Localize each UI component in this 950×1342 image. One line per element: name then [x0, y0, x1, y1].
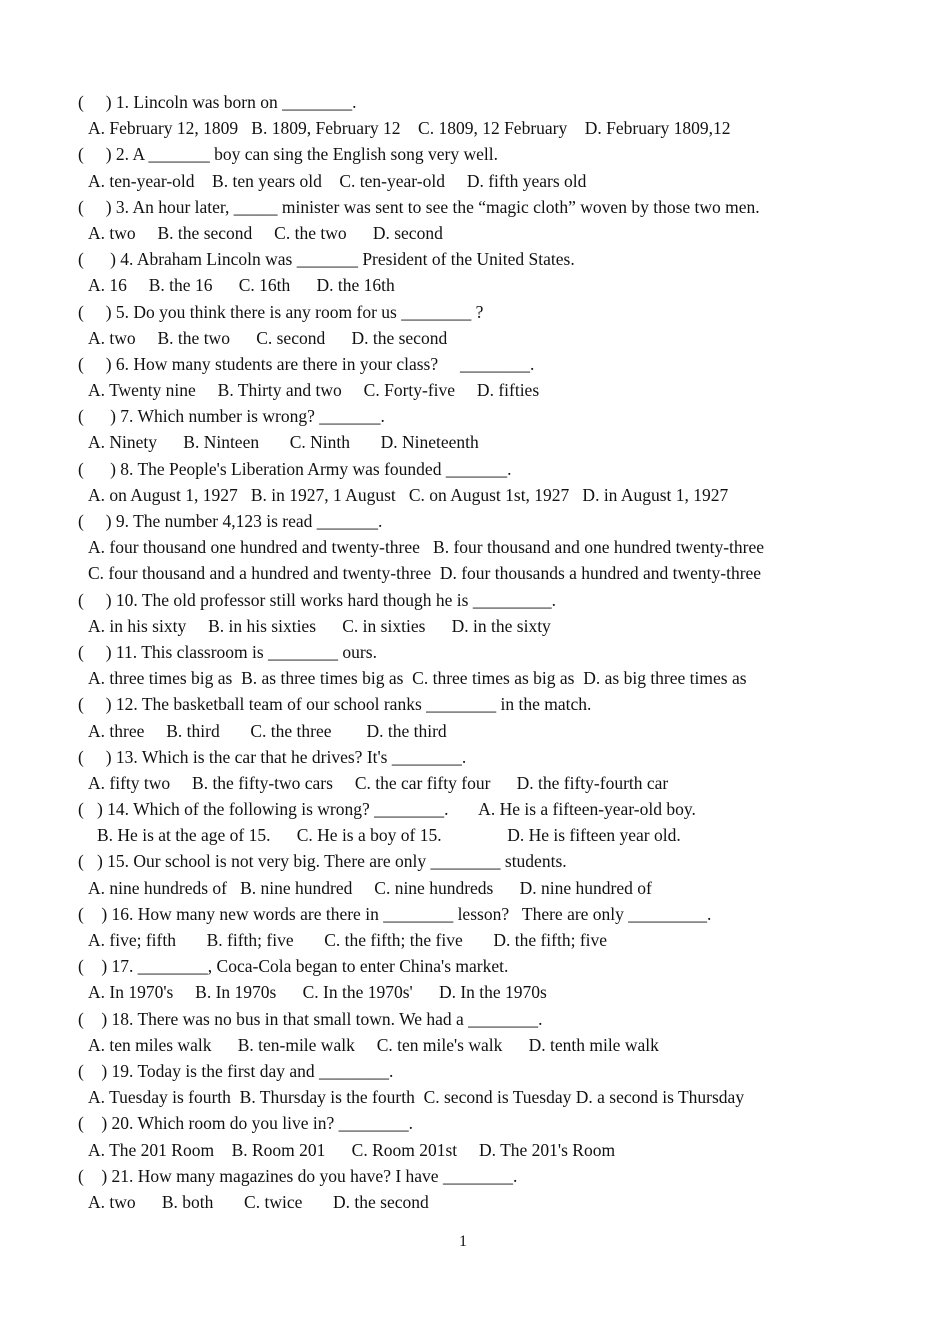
question-line: ( ) 20. Which room do you live in? ________. — [78, 1113, 414, 1134]
options-line: A. In 1970's B. In 1970s C. In the 1970s' D. In the 1970s — [88, 982, 547, 1003]
question-line: ( ) 7. Which number is wrong? _______. — [78, 406, 385, 427]
question-line: ( ) 4. Abraham Lincoln was _______ President of the United States. — [78, 249, 575, 270]
options-line: A. three times big as B. as three times big as C. three times as big as D. as big three times as — [88, 668, 747, 689]
question-line: ( ) 14. Which of the following is wrong? ________. A. He is a fifteen-year-old boy. — [78, 799, 696, 820]
options-line: A. three B. third C. the three D. the third — [88, 720, 447, 741]
question-line: ( ) 15. Our school is not very big. There are only ________ students. — [78, 851, 567, 872]
question-line: ( ) 12. The basketball team of our school ranks ________ in the match. — [78, 694, 592, 715]
question-line: ( ) 21. How many magazines do you have? I have ________. — [78, 1165, 518, 1186]
options-line: A. on August 1, 1927 B. in 1927, 1 August C. on August 1st, 1927 D. in August 1, 1927 — [88, 484, 729, 505]
options-line: A. fifty two B. the fifty-two cars C. the car fifty four D. the fifty-fourth car — [88, 772, 669, 793]
question-line: ( ) 11. This classroom is ________ ours. — [78, 641, 377, 662]
question-line: ( ) 9. The number 4,123 is read _______. — [78, 511, 383, 531]
question-line: ( ) 8. The People's Liberation Army was founded _______. — [78, 458, 512, 479]
options-line: A. two B. the two C. second D. the second — [88, 327, 448, 348]
question-line: ( ) 10. The old professor still works hard though he is _________. — [78, 589, 556, 610]
question-line: ( ) 6. How many students are there in your class? ________. — [78, 353, 535, 374]
options-line: A. two B. the second C. the two D. second — [88, 222, 443, 243]
question-line: ( ) 17. ________, Coca-Cola began to enter China's market. — [78, 956, 509, 977]
options-line: B. He is at the age of 15. C. He is a boy of 15. D. He is fifteen year old. — [97, 825, 681, 846]
question-line: ( ) 16. How many new words are there in ________ lesson? There are only _________. — [78, 903, 712, 924]
options-line: A. Twenty nine B. Thirty and two C. Forty-five D. fifties — [88, 380, 540, 401]
options-line: A. four thousand one hundred and twenty-three B. four thousand and one hundred twenty-three — [88, 537, 764, 558]
options-line: A. Tuesday is fourth B. Thursday is the fourth C. second is Tuesday D. a second is Thursday — [88, 1087, 745, 1108]
options-line: A. two B. both C. twice D. the second — [88, 1191, 429, 1212]
question-line: ( ) 2. A _______ boy can sing the English song very well. — [78, 144, 498, 165]
question-line: ( ) 13. Which is the car that he drives? It's ________. — [78, 746, 467, 767]
options-line: A. in his sixty B. in his sixties C. in sixties D. in the sixty — [88, 615, 551, 636]
options-line: A. February 12, 1809 B. 1809, February 12 C. 1809, 12 February D. February 1809,12 — [88, 118, 731, 139]
question-line: ( ) 18. There was no bus in that small town. We had a ________. — [78, 1008, 543, 1029]
options-line: C. four thousand and a hundred and twenty-three D. four thousands a hundred and twenty-three — [88, 563, 762, 584]
question-line: ( ) 5. Do you think there is any room for us ________ ? — [78, 301, 484, 322]
options-line: A. Ninety B. Ninteen C. Ninth D. Nineteenth — [88, 432, 479, 453]
options-line: A. 16 B. the 16 C. 16th D. the 16th — [88, 275, 395, 296]
options-line: A. nine hundreds of B. nine hundred C. nine hundreds D. nine hundred of — [88, 877, 652, 898]
options-line: A. The 201 Room B. Room 201 C. Room 201st D. The 201's Room — [88, 1139, 616, 1160]
worksheet-body — [78, 89, 938, 1215]
question-line: ( ) 1. Lincoln was born on ________. — [78, 92, 357, 112]
options-line: A. ten miles walk B. ten-mile walk C. ten mile's walk D. tenth mile walk — [88, 1034, 659, 1055]
options-line: A. ten-year-old B. ten years old C. ten-year-old D. fifth years old — [88, 170, 587, 191]
question-line: ( ) 3. An hour later, _____ minister was sent to see the “magic cloth” woven by those two men. — [78, 196, 760, 217]
question-line: ( ) 19. Today is the first day and ________. — [78, 1060, 394, 1081]
options-line: A. five; fifth B. fifth; five C. the fifth; the five D. the fifth; five — [88, 930, 608, 950]
page-number: 1 — [459, 1233, 467, 1250]
